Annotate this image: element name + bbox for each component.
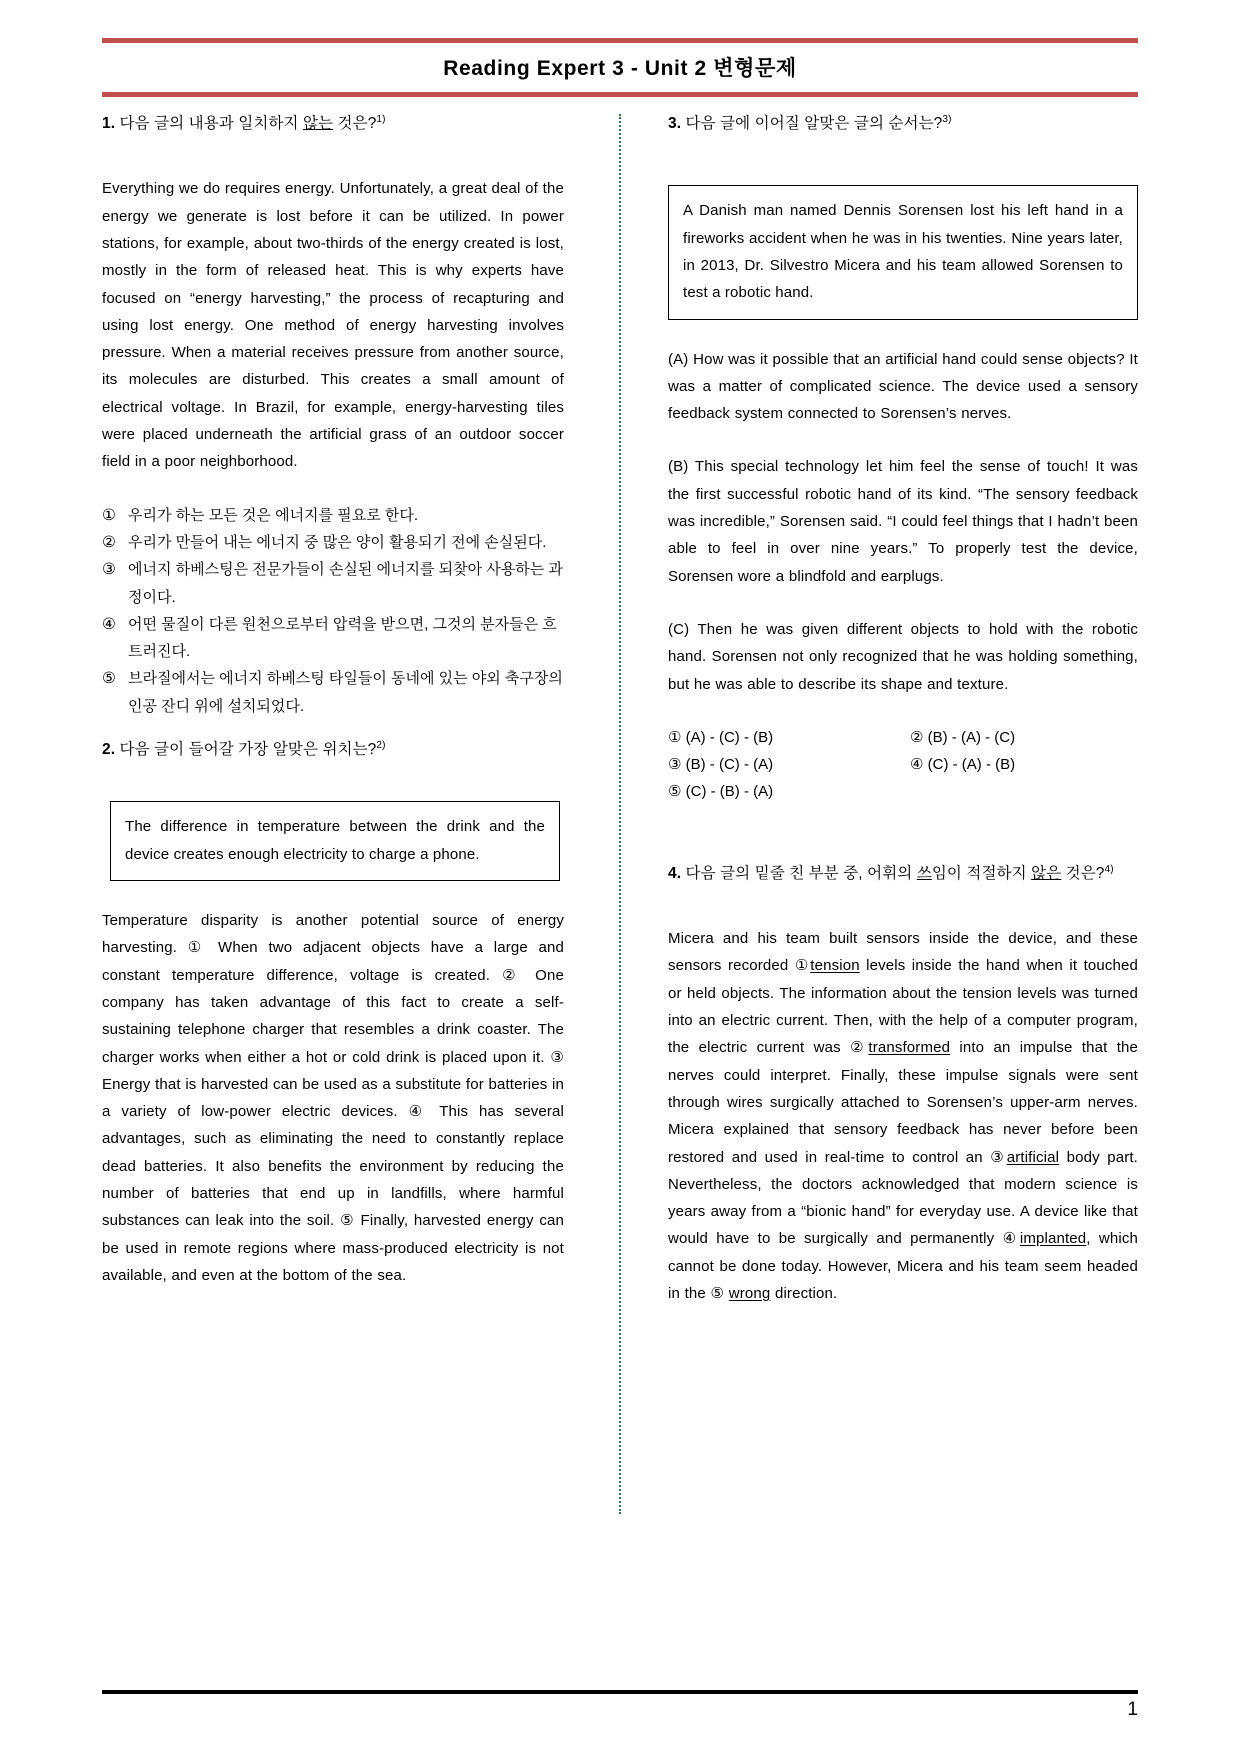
vocab-choice[interactable] (990, 1149, 1059, 1166)
choice-item[interactable] (668, 724, 896, 751)
vocab-word: wrong (728, 1285, 771, 1303)
question-2-passage: Temperature disparity is another potential source of energy harvesting. ① When two adjacent objects have a large and constant temperature difference, voltage is created. ② One company has taken advantage of this fact to create a self-sustaining telephone charger that resembles a drink coaster. The charger works when either a hot or cold drink is placed upon it. ③ Energy that is harvested can be used as a substitute for batteries in a variety of low-power electric devices. ④ This has several advantages, such as eliminating the need to constantly replace dead batteries. It also benefits the environment by reducing the number of batteries that end up in landfills, where harmful substances can leak into the soil. ⑤ Finally, harvested energy can be used in remote regions where mass-produced electricity is not available, and even at the bottom of the sea. (102, 912, 564, 1284)
question-1-passage: Everything we do requires energy. Unfortunately, a great deal of the energy we generate is lost before it can be utilized. In power stations, for example, about two-thirds of the energy created is lost, mostly in the form of released heat. This is why experts have focused on “energy harvesting,” the process of recapturing and using lost energy. One method of energy harvesting involves pressure. When a material receives pressure from another source, its molecules are disturbed. This creates a small amount of electrical voltage. In Brazil, for example, energy-harvesting tiles were placed underneath the artificial grass of an outdoor soccer field in a poor neighborhood. (102, 180, 564, 471)
choice-marker: ④ (102, 615, 116, 633)
choice-marker: ③ (668, 756, 682, 774)
choice-label: 우리가 만들어 내는 에너지 중 많은 양이 활용되기 전에 손실된다. (128, 533, 547, 551)
question-2-stem: 다음 글이 들어갈 가장 알맞은 위치는? (115, 741, 377, 759)
choice-item[interactable] (910, 724, 1138, 751)
choice-marker: ① (102, 506, 116, 524)
question-1-stem-after: 것은? (333, 115, 377, 133)
vocab-marker: ④ (1002, 1230, 1020, 1248)
document-header (102, 38, 1138, 97)
question-4-stem-after: 것은? (1061, 864, 1105, 882)
vocab-choice[interactable] (850, 1039, 950, 1056)
question-4-passage (668, 925, 1138, 1307)
choice-marker: ④ (910, 756, 924, 774)
passage-text-run: body part. Nevertheless, the doctors acknowledged that modern science is years away from a “bionic hand” for everyday use. A device like that would have to be surgically and permanently (668, 1148, 1138, 1248)
question-3-paragraph-b: (B) This special technology let him feel the sense of touch! It was the first successful robotic hand of its kind. “The sensory feedback was incredible,” Sorensen said. “I could feel things that I hadn’t been able to feel in over nine years.” To properly test the device, Sorensen wore a blindfold and earplugs. (668, 458, 1138, 585)
passage-text-run: , which cannot be done today. However, Micera and his team seem headed in the ⑤ (668, 1230, 1138, 1303)
choice-label: (B) - (C) - (A) (685, 756, 774, 774)
left-column (102, 112, 572, 1622)
choice-item[interactable] (102, 665, 564, 720)
question-4-number: 4. (668, 864, 682, 882)
vocab-word: transformed (868, 1039, 951, 1057)
two-column-body (102, 112, 1138, 1622)
choice-item[interactable] (102, 556, 564, 611)
choice-label: 어떤 물질이 다른 원천으로부터 압력을 받으면, 그것의 분자들은 흐트러진다. (128, 615, 557, 661)
choice-label: 브라질에서는 에너지 하베스팅 타일들이 동네에 있는 야외 축구장의 인공 잔디 위에 설치되었다. (128, 670, 563, 715)
choice-label: 우리가 하는 모든 것은 에너지를 필요로 한다. (128, 506, 418, 524)
choice-item[interactable] (102, 502, 564, 529)
question-3-excerpt-box (668, 185, 1138, 319)
passage-text-run: direction. (770, 1285, 838, 1303)
question-3-choices (668, 724, 1138, 806)
choice-item[interactable] (668, 751, 896, 778)
question-1-footnote: 1) (376, 114, 386, 125)
question-2-number: 2. (102, 741, 116, 759)
vocab-word: implanted (1019, 1230, 1087, 1248)
page-number: 1 (1127, 1699, 1138, 1720)
question-3-excerpt-text: A Danish man named Dennis Sorensen lost his left hand in a fireworks accident when he was in his twenties. Nine years later, in 2013, Dr. Silvestro Micera and his team allowed Sorensen to test a robotic hand. (683, 202, 1123, 302)
vocab-word: artificial (1006, 1148, 1060, 1166)
question-1-stem-before: 다음 글의 내용과 일치하지 (115, 115, 303, 133)
choice-item[interactable] (102, 611, 564, 666)
choice-marker: ⑤ (102, 670, 116, 688)
question-2-heading (102, 738, 564, 761)
choice-marker: ③ (102, 561, 116, 579)
vocab-word: tension (810, 957, 860, 975)
vocab-marker: ② (850, 1039, 869, 1057)
vocab-choice[interactable] (795, 957, 860, 974)
vocab-choice[interactable] (729, 1285, 771, 1302)
question-3-heading (668, 112, 1138, 135)
question-3-footnote: 3) (942, 114, 952, 125)
question-3-number: 3. (668, 115, 682, 133)
choice-label: 에너지 하베스팅은 전문가들이 손실된 에너지를 되찾아 사용하는 과정이다. (128, 561, 563, 606)
vocab-marker: ③ (990, 1148, 1007, 1166)
choice-marker: ② (910, 728, 924, 746)
choice-label: (C) - (B) - (A) (685, 783, 774, 801)
choice-marker: ① (668, 728, 682, 746)
passage-text-run: Micera and his team built sensors inside the device, and these sensors recorded (668, 930, 1138, 975)
vocab-marker: ① (794, 957, 811, 975)
question-1-stem-underlined: 않는 (302, 115, 334, 133)
question-2-excerpt-text: The difference in temperature between the drink and the device creates enough electricity to charge a phone. (125, 818, 545, 863)
question-3-paragraph-c: (C) Then he was given different objects to hold with the robotic hand. Sorensen not only recognized that he was holding something, but he was able to describe its shape and texture. (668, 620, 1138, 693)
footer-rule (102, 1690, 1138, 1694)
question-3-paragraph-a: (A) How was it possible that an artificial hand could sense objects? It was a matter of complicated science. The device used a sensory feedback system connected to Sorensen’s nerves. (668, 350, 1138, 423)
vocab-choice[interactable] (1003, 1230, 1087, 1247)
choice-item[interactable] (668, 778, 896, 805)
page-title: Reading Expert 3 - Unit 2 변형문제 (443, 57, 797, 80)
header-rule-bottom (102, 92, 1138, 97)
choice-label: (C) - (A) - (B) (927, 756, 1016, 774)
question-4-stem-underlined-1: 쓰 (916, 864, 932, 882)
question-1-heading (102, 112, 564, 135)
passage-text-run: levels inside the hand when it touched or held objects. The information about the tension levels was turned into an electric current. Then, with the help of a computer program, the electric current was (668, 957, 1138, 1057)
choice-label: (B) - (A) - (C) (927, 728, 1016, 746)
question-4-footnote: 4) (1104, 863, 1114, 875)
question-2-excerpt-box (110, 801, 560, 881)
choice-marker: ⑤ (668, 783, 682, 801)
choice-marker: ② (102, 533, 116, 551)
question-4-stem-before: 다음 글의 밑줄 친 부분 중, 어휘의 (681, 864, 917, 882)
question-4-heading (668, 862, 1138, 885)
choice-item[interactable] (910, 751, 1138, 778)
question-3-stem: 다음 글에 이어질 알맞은 글의 순서는? (681, 115, 943, 133)
passage-text-run: into an impulse that the nerves could interpret. Finally, these impulse signals were sent through wires surgically attached to Sorensen’s upper-arm nerves. Micera explained that sensory feedback has never before been restored and used in real-time to control an (668, 1039, 1139, 1166)
question-4-stem-mid: 임이 적절하지 (931, 864, 1032, 882)
choice-label: (A) - (C) - (B) (685, 728, 774, 746)
right-column (668, 112, 1138, 1622)
question-4-stem-underlined-2: 않은 (1031, 864, 1062, 882)
choice-item[interactable] (102, 529, 564, 556)
question-1-choices (102, 502, 564, 720)
column-divider (572, 112, 668, 1622)
question-1-number: 1. (102, 115, 116, 133)
question-2-footnote: 2) (376, 740, 386, 752)
